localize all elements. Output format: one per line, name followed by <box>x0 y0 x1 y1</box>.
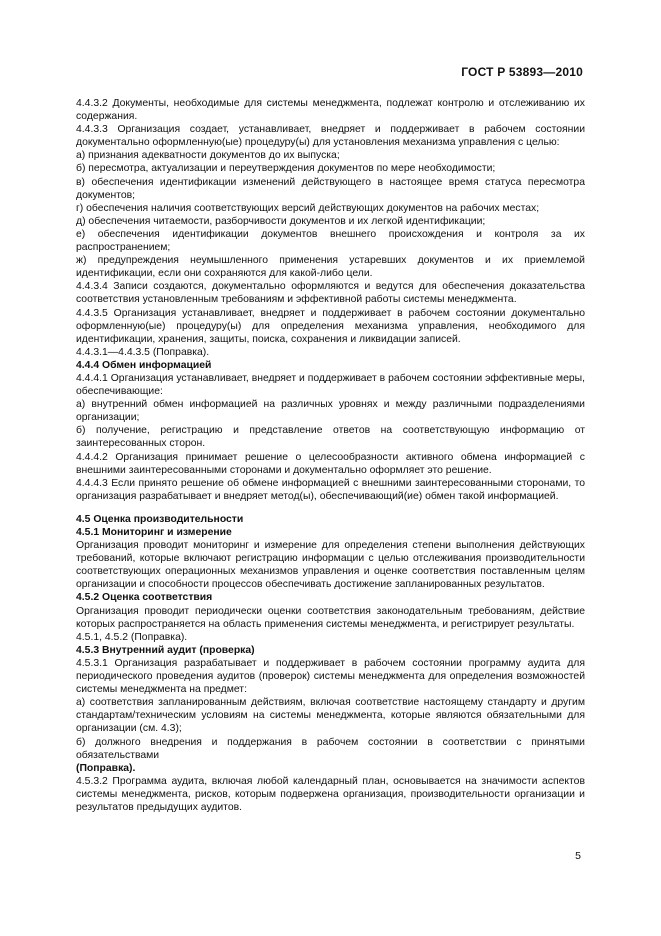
paragraph: Организация проводит мониторинг и измерение для определения степени выполнения действующих требований, которые включают регистрацию информации с целью отслеживания производительности соответствующих операционных механизмов управления и оценке соответствия поставленным целям организации и способности процессов обеспечивать достижение запланированных результатов. <box>76 540 585 591</box>
paragraph: 4.4.4.1 Организация устанавливает, внедряет и поддерживает в рабочем состоянии эффективные меры, обеспечивающие: <box>76 372 585 398</box>
list-item: б) должного внедрения и поддержания в рабочем состоянии в соответствии с принятыми обязательствами <box>76 736 585 761</box>
list-item: в) обеспечения идентификации изменений действующего в настоящее время статуса пересмотра документов; <box>76 176 585 201</box>
section-heading: 4.4.4 Обмен информацией <box>76 359 212 371</box>
document-header: ГОСТ Р 53893—2010 <box>461 65 583 79</box>
amendment-note: 4.5.1, 4.5.2 (Поправка). <box>76 631 188 643</box>
paragraph: 4.5.3.1 Организация разрабатывает и поддерживает в рабочем состоянии программу аудита для периодического проведения аудитов (проверок) системы менеджмента для определения возможностей системы менеджмента на предмет: <box>76 657 585 696</box>
document-body <box>76 97 585 814</box>
page-number: 5 <box>575 850 581 862</box>
list-item: б) получение, регистрацию и представление ответов на соответствующую информацию от заинтересованных сторон. <box>76 425 585 450</box>
section-heading: 4.5.1 Мониторинг и измерение <box>76 527 232 538</box>
list-item: а) признания адекватности документов до их выпуска; <box>76 150 340 162</box>
list-item: д) обеспечения читаемости, разборчивости документов и их легкой идентификации; <box>76 215 486 227</box>
amendment-note: 4.4.3.1—4.4.3.5 (Поправка). <box>76 346 210 358</box>
paragraph: 4.4.3.3 Организация создает, устанавливает, внедряет и поддерживает в рабочем состоянии документально оформленную(ые) процедуру(ы) для установления механизма управления с целью: <box>76 124 585 149</box>
paragraph: 4.4.4.3 Если принято решение об обмене информацией с внешними заинтересованными сторонами, то организация разрабатывает и внедряет метод(ы), обеспечивающий(ие) обмен такой информацией. <box>76 477 585 502</box>
paragraph: 4.5.3.2 Программа аудита, включая любой календарный план, основывается на значимости аспектов системы менеджмента, рисков, которым подвержена организация, производительности организации и результатов предыдущих аудитов. <box>76 775 585 813</box>
amendment-note: (Поправка). <box>76 762 136 774</box>
paragraph: 4.4.3.5 Организация устанавливает, внедряет и поддерживает в рабочем состоянии документально оформленную(ые) процедуру(ы) для определения механизма управления, необходимого для идентификации, хранения, защиты, поиска, сохранения и ликвидации записей. <box>76 307 585 345</box>
list-item: а) соответствия запланированным действиям, включая соответствие настоящему стандарту и другим стандартам/техническим условиям на системы менеджмента, которые являются обязательными для организации (см. 4.3); <box>76 697 585 735</box>
list-item: а) внутренний обмен информацией на различных уровнях и между различными подразделениями организации; <box>76 399 585 424</box>
list-item: б) пересмотра, актуализации и переутверждения документов по мере необходимости; <box>76 163 496 175</box>
paragraph: 4.4.3.4 Записи создаются, документально оформляются и ведутся для обеспечения доказательства соответствия установленным требованиям и эффективной работы системы менеджмента. <box>76 281 585 306</box>
section-heading: 4.5.2 Оценка соответствия <box>76 592 213 604</box>
list-item: е) обеспечения идентификации документов внешнего происхождения и контроля за их распространением; <box>76 228 585 254</box>
paragraph: 4.4.4.2 Организация принимает решение о целесообразности активного обмена информацией с внешними заинтересованными сторонами и документально оформляет это решение. <box>76 451 585 476</box>
paragraph: Организация проводит периодически оценки соответствия законодательным требованиям, действие которых распространяется на область применения системы менеджмента, и регистрирует результаты. <box>76 605 585 630</box>
section-heading: 4.5.3 Внутренний аудит (проверка) <box>76 644 255 656</box>
list-item: ж) предупреждения неумышленного применения устаревших документов и их приемлемой идентификации, если они сохраняются для какой-либо цели. <box>76 255 585 280</box>
paragraph: 4.4.3.2 Документы, необходимые для системы менеджмента, подлежат контролю и отслеживанию их содержания. <box>76 98 585 123</box>
section-heading: 4.5 Оценка производительности <box>76 513 244 525</box>
list-item: г) обеспечения наличия соответствующих версий действующих документов на рабочих местах; <box>76 202 540 214</box>
